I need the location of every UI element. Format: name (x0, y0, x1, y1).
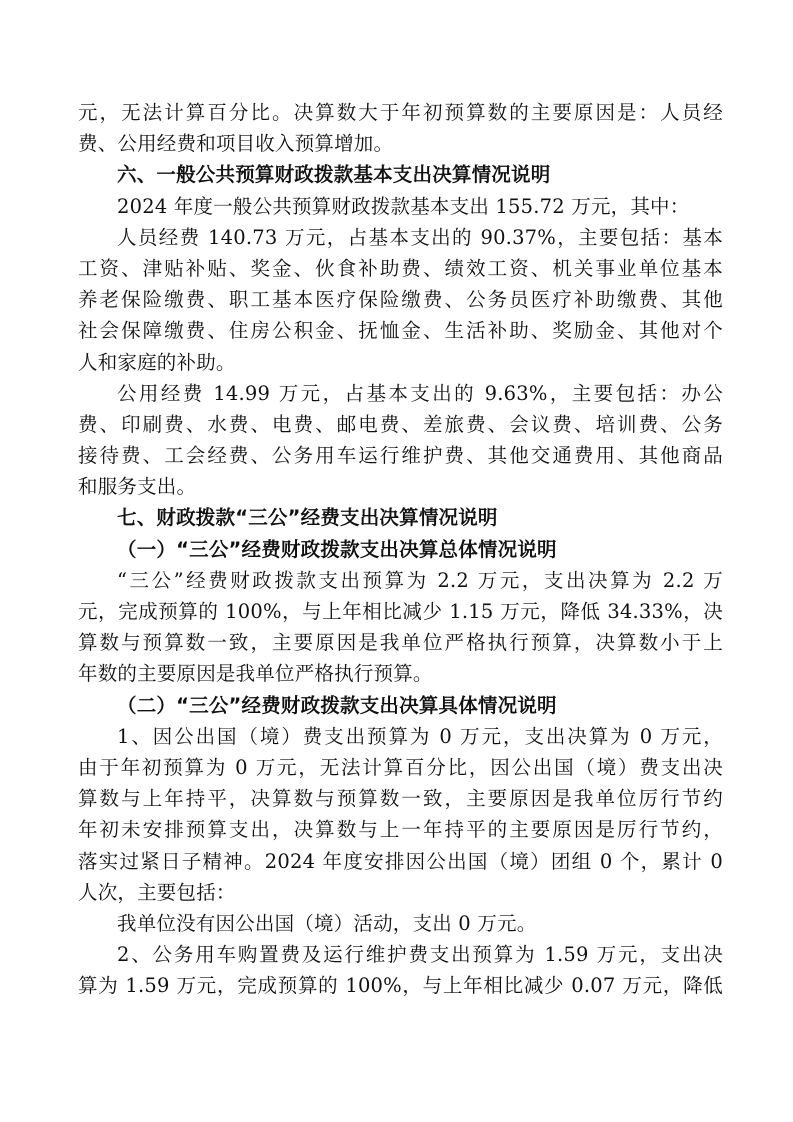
text-line: 社会保障缴费、住房公积金、抚恤金、生活补助、奖励金、其他对个 (78, 319, 723, 343)
section-heading: 七、财政拨款“三公”经费支出决算情况说明 (117, 506, 498, 530)
text-line: 落实过紧日子精神。2024 年度安排因公出国（境）团组 0 个，累计 0 (78, 849, 723, 873)
text-line: 2、公务用车购置费及运行维护费支出预算为 1.59 万元，支出决 (117, 943, 723, 967)
text-line: 由于年初预算为 0 万元，无法计算百分比，因公出国（境）费支出决 (78, 755, 723, 779)
section-heading: 六、一般公共预算财政拨款基本支出决算情况说明 (117, 163, 551, 187)
text-line: 算为 1.59 万元，完成预算的 100%，与上年相比减少 0.07 万元，降低 (78, 974, 723, 998)
text-line: 工资、津贴补贴、奖金、伙食补助费、绩效工资、机关事业单位基本 (78, 256, 723, 280)
text-line: 费、公用经费和项目收入预算增加。 (78, 132, 394, 156)
text-line: 人员经费 140.73 万元，占基本支出的 90.37%，主要包括：基本 (117, 225, 723, 249)
text-line: 年数的主要原因是我单位严格执行预算。 (78, 662, 433, 686)
text-line: 人和家庭的补助。 (78, 350, 236, 374)
text-line: “三公”经费财政拨款支出预算为 2.2 万元，支出决算为 2.2 万 (117, 568, 723, 592)
text-line: 元，无法计算百分比。决算数大于年初预算数的主要原因是：人员经 (78, 101, 723, 124)
text-line: 公用经费 14.99 万元，占基本支出的 9.63%，主要包括：办公 (117, 381, 723, 405)
text-line: 年初未安排预算支出，决算数与上一年持平的主要原因是厉行节约， (78, 818, 723, 842)
section-heading: （二）“三公”经费财政拨款支出决算具体情况说明 (117, 693, 557, 717)
text-line: 费、印刷费、水费、电费、邮电费、差旅费、会议费、培训费、公务 (78, 412, 723, 436)
text-line: 2024 年度一般公共预算财政拨款基本支出 155.72 万元，其中： (117, 194, 690, 218)
text-line: 算数与上年持平，决算数与预算数一致，主要原因是我单位厉行节约 (78, 787, 723, 811)
text-line: 我单位没有因公出国（境）活动，支出 0 万元。 (117, 911, 537, 935)
text-line: 元，完成预算的 100%，与上年相比减少 1.15 万元，降低 34.33%，决 (78, 600, 723, 623)
text-line: 算数与预算数一致，主要原因是我单位严格执行预算，决算数小于上 (78, 631, 723, 655)
text-line: 人次，主要包括： (78, 880, 236, 904)
text-line: 1、因公出国（境）费支出预算为 0 万元，支出决算为 0 万元， (117, 724, 723, 748)
text-line: 和服务支出。 (78, 475, 197, 499)
document-body (78, 97, 723, 1001)
section-heading: （一）“三公”经费财政拨款支出决算总体情况说明 (117, 537, 557, 561)
text-line: 接待费、工会经费、公务用车运行维护费、其他交通费用、其他商品 (78, 444, 723, 468)
text-line: 养老保险缴费、职工基本医疗保险缴费、公务员医疗补助缴费、其他 (78, 288, 723, 312)
